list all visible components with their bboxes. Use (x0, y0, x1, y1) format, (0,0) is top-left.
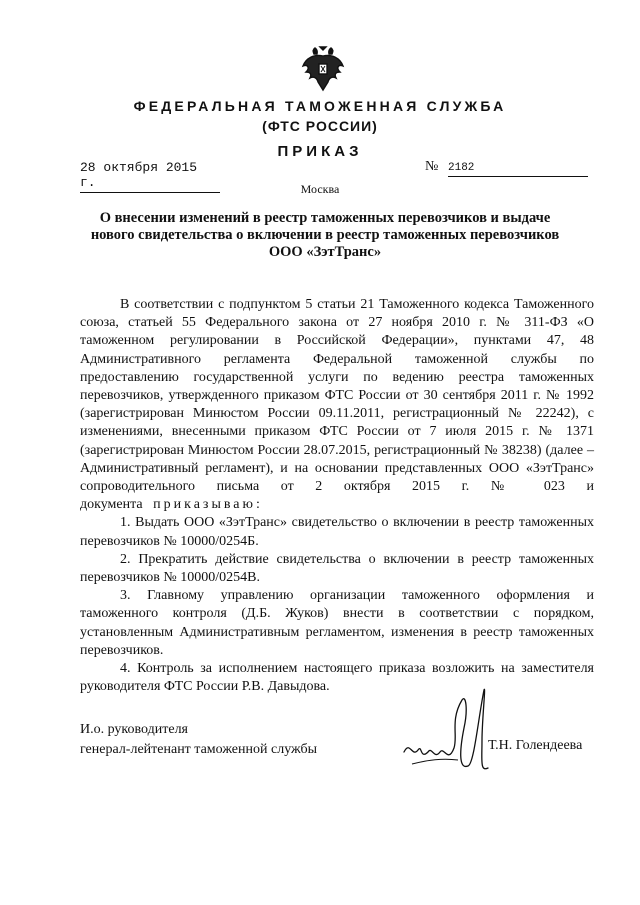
signatory-position-line2: генерал-лейтенант таможенной службы (80, 742, 318, 757)
preamble-paragraph (80, 296, 594, 514)
order-item-4: 4. Контроль за исполнением настоящего приказа возложить на заместителя руководителя ФТС России Р.В. Давыдова. (80, 661, 594, 695)
order-item-3: 3. Главному управлению организации таможенного оформления и таможенного контроля (Д.Б. Жуков) внести в соответствии с порядком, установленным Административным регламентом, изменения в реестр таможенных перевозчиков. (80, 588, 594, 658)
order-item-1: 1. Выдать ООО «ЗэтТранс» свидетельство о включении в реестр таможенных перевозчиков № 10000/0254Б. (80, 515, 594, 549)
handwritten-signature (398, 680, 498, 780)
document-body (80, 296, 594, 696)
document-title: О внесении изменений в реестр таможенных перевозчиков и выдаче нового свидетельства о включении в реестр таможенных перевозчиков ООО «ЗэтТранс» (90, 210, 560, 260)
order-item-2: 2. Прекратить действие свидетельства о включении в реестр таможенных перевозчиков № 10000/0254В. (80, 551, 594, 586)
russian-coat-of-arms-icon (300, 44, 346, 92)
preamble-text: В соответствии с подпунктом 5 статьи 21 Таможенного кодекса Таможенного союза, статьей 55 Федерального закона от 27 ноября 2010 г. № 311-ФЗ «О таможенном регулировании в Российской Федерации», пунктами 47, 48 Административного регламента Федеральной таможенной службы по предоставлению государственной услуги по ведению реестра таможенных перевозчиков, утвержденного приказом ФТС России от 30 сентября 2011 г. № 1992 (зарегистрирован Минюстом России 09.11.2011, регистрационный № 22242), с изменениями, внесенными приказом ФТС России от 7 июля 2015 г. № 1371 (зарегистрирован Минюстом России 28.07.2015, регистрационный № 38238) (далее – Административный регламент), и на основании представленных ООО «ЗэтТранс» сопроводительного письма от 2 октября 2015 г. № 023 и документа (80, 297, 594, 513)
agency-name: ФЕДЕРАЛЬНАЯ ТАМОЖЕННАЯ СЛУЖБА (133, 98, 507, 114)
signatory-name: Т.Н. Голендеева (488, 738, 583, 753)
order-word: приказываю: (153, 497, 263, 513)
agency-short-name: (ФТС РОССИИ) (262, 118, 378, 134)
city: Москва (300, 182, 340, 196)
signatory-position-line1: И.о. руководителя (80, 722, 189, 737)
order-date: 28 октября 2015 г. (80, 160, 220, 193)
document-type: ПРИКАЗ (277, 143, 363, 160)
order-number-label: № (425, 159, 439, 174)
signatory-position (80, 720, 317, 760)
order-number: 2182 (448, 162, 588, 177)
